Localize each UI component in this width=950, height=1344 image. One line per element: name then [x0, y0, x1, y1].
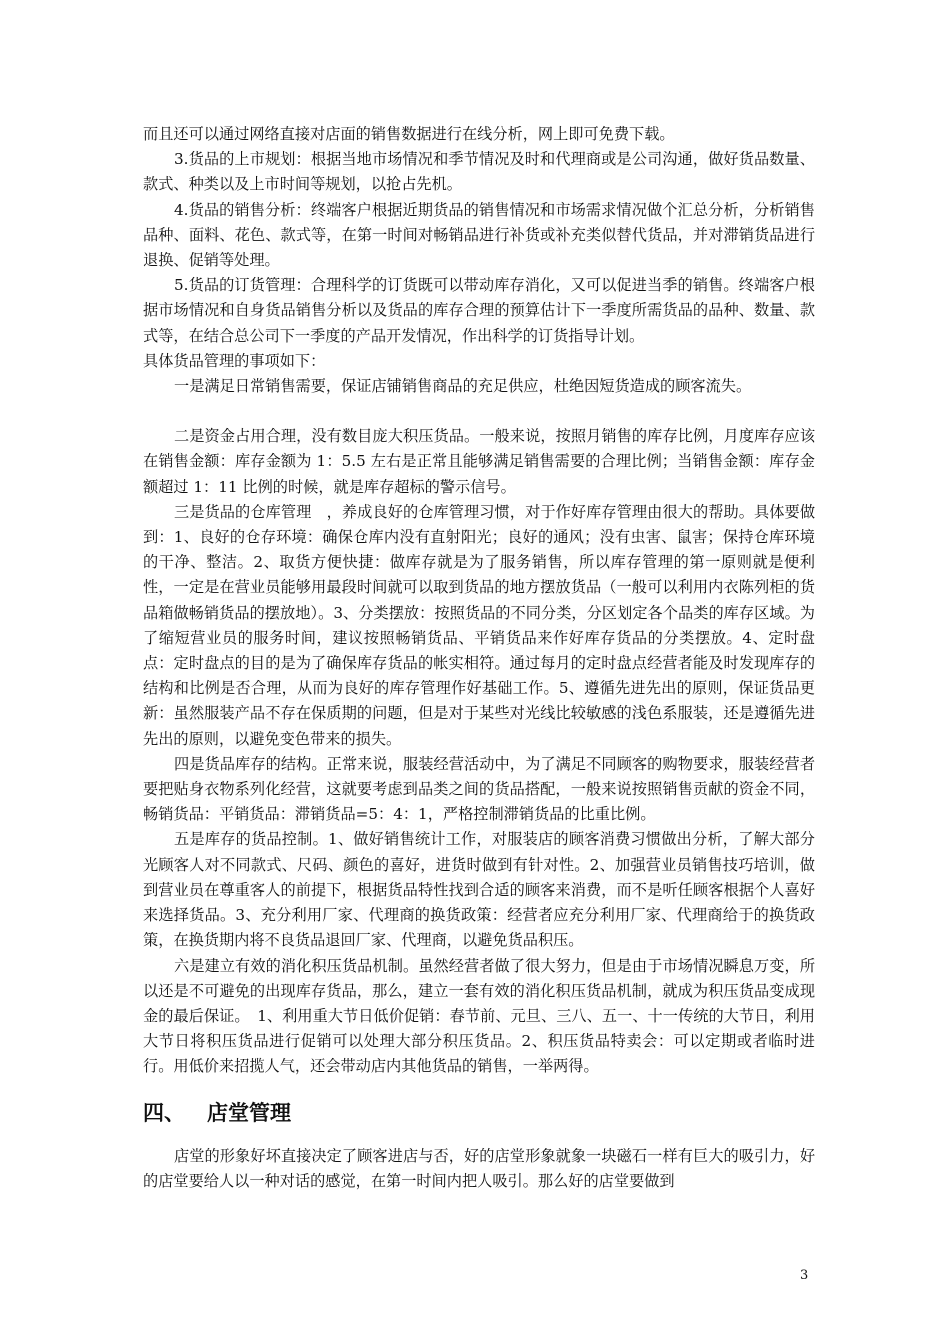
paragraph-store-intro: 店堂的形象好坏直接决定了顾客进店与否，好的店堂形象就象一块磁石一样有巨大的吸引力，好的店堂要给人以一种对话的感觉，在第一时间内把人吸引。那么好的店堂要做到: [143, 1146, 815, 1190]
spacer: [143, 399, 815, 424]
paragraph-item-1: 一是满足日常销售需要，保证店铺销售商品的充足供应，杜绝因短货造成的顾客流失。: [174, 377, 752, 396]
paragraph-continued: 而且还可以通过网络直接对店面的销售数据进行在线分析，网上即可免费下载。: [143, 125, 675, 143]
section-heading: [143, 1098, 815, 1128]
paragraph-item-5: 五是库存的货品控制。1、做好销售统计工作，对服装店的顾客消费习惯做出分析，了解大部分光顾客人对不同款式、尺码、颜色的喜好，进货时做到有针对性。2、加强营业员销售技巧培训，做到营业员在尊重客人的前提下，根据货品特性找到合适的顾客来消费，而不是听任顾客根据个人喜好来选择货品。3、充分利用厂家、代理商的换货政策：经营者应充分利用厂家、代理商给于的换货政策，在换货期内将不良货品退回厂家、代理商，以避免货品积压。: [143, 830, 815, 950]
section-title: 店堂管理: [207, 1100, 291, 1125]
paragraph-launch-planning: 3.货品的上市规划：根据当地市场情况和季节情况及时和代理商或是公司沟通，做好货品数量、款式、种类以及上市时间等规划，以抢占先机。: [143, 150, 815, 194]
page-number: 3: [800, 1268, 809, 1283]
paragraph-sales-analysis: 4.货品的销售分析：终端客户根据近期货品的销售情况和市场需求情况做个汇总分析，分析销售品种、面料、花色、款式等，在第一时间对畅销品进行补货或补充类似替代货品，并对滞销货品进行退换、促销等处理。: [143, 200, 815, 270]
document-page: [143, 122, 815, 1194]
paragraph-item-3: 三是货品的仓库管理 ，养成良好的仓库管理习惯，对于作好库存管理由很大的帮助。具体要做到：1、良好的仓存环境：确保仓库内没有直射阳光；良好的通风；没有虫害、鼠害；保持仓库环境的干净、整洁。2、取货方便快捷：做库存就是为了服务销售，所以库存管理的第一原则就是便利性，一定是在营业员能够用最段时间就可以取到货品的地方摆放货品（一般可以利用内衣陈列柜的货品箱做畅销货品的摆放地）。3、分类摆放：按照货品的不同分类，分区划定各个品类的库存区域。为了缩短营业员的服务时间，建议按照畅销货品、平销货品来作好库存货品的分类摆放。4、定时盘点：定时盘点的目的是为了确保库存货品的帐实相符。通过每月的定时盘点经营者能及时发现库存的结构和比例是否合理，从而为良好的库存管理作好基础工作。5、遵循先进先出的原则，保证货品更新：虽然服装产品不存在保质期的问题，但是对于某些对光线比较敏感的浅色系服装，还是遵循先进先出的原则，以避免变色带来的损失。: [143, 502, 815, 748]
paragraph-item-4: 四是货品库存的结构。正常来说，服装经营活动中，为了满足不同顾客的购物要求，服装经营者要把贴身衣物系列化经营，这就要考虑到品类之间的货品搭配，一般来说按照销售贡献的资金不同，畅销货品：平销货品：滞销货品=5：4：1，严格控制滞销货品的比重比例。: [143, 754, 815, 824]
section-number: 四、: [143, 1100, 185, 1125]
paragraph-item-6: 六是建立有效的消化积压货品机制。虽然经营者做了很大努力，但是由于市场情况瞬息万变，所以还是不可避免的出现库存货品，那么，建立一套有效的消化积压货品机制，就成为积压货品变成现金的最后保证。 1、利用重大节日低价促销：春节前、元旦、三八、五一、十一传统的大节日，利用大节日将积压货品进行促销可以处理大部分积压货品。2、积压货品特卖会：可以定期或者临时进行。用低价来招揽人气，还会带动店内其他货品的销售，一举两得。: [143, 956, 815, 1076]
paragraph-ordering: 5.货品的订货管理：合理科学的订货既可以带动库存消化，又可以促进当季的销售。终端客户根据市场情况和自身货品销售分析以及货品的库存合理的预算估计下一季度所需货品的品种、数量、款式等，在结合总公司下一季度的产品开发情况，作出科学的订货指导计划。: [143, 276, 815, 345]
paragraph-item-2: 二是资金占用合理，没有数目庞大积压货品。一般来说，按照月销售的库存比例，月度库存应该在销售金额：库存金额为 1：5.5 左右是正常且能够满足销售需要的合理比例；当销售金额：库存金额超过 1：11 比例的时候，就是库存超标的警示信号。: [143, 427, 815, 496]
paragraph-items-intro: 具体货品管理的事项如下：: [143, 351, 326, 370]
